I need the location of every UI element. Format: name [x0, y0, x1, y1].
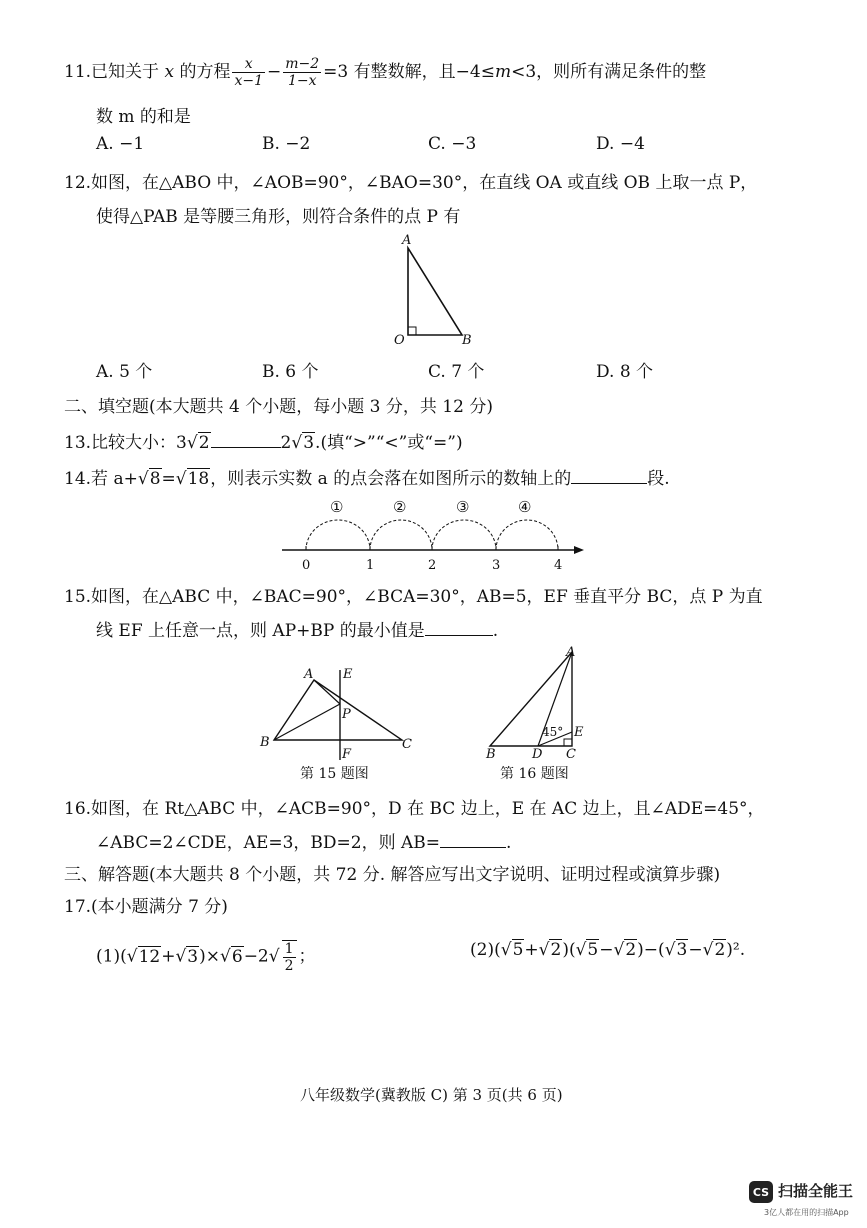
- q15-label-p: P: [342, 707, 351, 722]
- q13-line: 13.比较大小：3√2 2√3.(填“>”“<”或“=”): [64, 433, 463, 453]
- q12-option-b: B. 6 个: [262, 362, 319, 382]
- q11-option-b: B. −2: [262, 134, 311, 154]
- page-footer: 八年级数学(冀教版 C) 第 3 页(共 6 页): [300, 1086, 563, 1104]
- q16-angle-label: 45°: [542, 725, 564, 739]
- q17-part-1: (1)(√12+√3)×√6−2√ $\frac{1}{2}$ ；: [96, 941, 316, 975]
- q14-number: 14.: [64, 469, 92, 489]
- q12-option-a: A. 5 个: [96, 362, 153, 382]
- q11-line2: 数 m 的和是: [96, 107, 191, 127]
- q14-arc-1: [306, 520, 370, 550]
- q14-axis-arrow: [574, 546, 584, 554]
- camscanner-brand-name: 扫描全能王: [778, 1182, 854, 1200]
- q15-line1: 15.如图，在△ABC 中，∠BAC=90°，∠BCA=30°，AB=5，EF 垂直平分 BC，点 P 为直: [64, 587, 763, 607]
- q14-tick-label-2: 2: [428, 558, 437, 573]
- q15-caption: 第 15 题图: [300, 766, 369, 782]
- q15-label-b: B: [260, 735, 270, 750]
- q15-label-f: F: [342, 747, 352, 762]
- q15-label-a: A: [304, 667, 314, 682]
- q14-arc-3: [432, 520, 496, 550]
- q11-option-c: C. −3: [428, 134, 477, 154]
- q16-right-angle-mark: [564, 739, 572, 746]
- camscanner-tagline: 3亿人都在用的扫描App: [764, 1208, 849, 1217]
- q17-number: 17.: [64, 897, 92, 917]
- q14-arc-label-3: ③: [456, 498, 470, 516]
- q11-number: 11.: [64, 62, 92, 83]
- q12-label-a: A: [402, 233, 412, 248]
- q15-label-e: E: [343, 667, 353, 682]
- q15-number: 15.: [64, 587, 92, 607]
- q13-answer-blank: [211, 433, 281, 448]
- q14-arc-2: [370, 520, 432, 550]
- q14-arc-label-4: ④: [518, 498, 532, 516]
- section2-heading: 二、填空题(本大题共 4 个小题，每小题 3 分，共 12 分): [64, 397, 493, 417]
- q17-fraction: $\frac{1}{2}$: [282, 940, 297, 974]
- q16-caption: 第 16 题图: [500, 766, 569, 782]
- q12-line1: 12.如图，在△ABO 中，∠AOB=90°，∠BAO=30°，在直线 OA 或直线 OB 上取一点 P，: [64, 173, 758, 193]
- q16-label-c: C: [566, 747, 576, 762]
- q16-label-a: A: [566, 645, 576, 660]
- q12-label-o: O: [394, 333, 405, 348]
- q16-line1: 16.如图，在 Rt△ABC 中，∠ACB=90°，D 在 BC 边上，E 在 AC 边上，且∠ADE=45°，: [64, 799, 765, 819]
- q17-title: 17.(本小题满分 7 分): [64, 897, 228, 917]
- q14-tick-label-1: 1: [366, 558, 375, 573]
- q15-label-c: C: [402, 737, 412, 752]
- q14-number-line-figure: [278, 494, 598, 574]
- q14-tick-label-4: 4: [554, 558, 563, 573]
- q12-right-angle-mark: [408, 327, 416, 335]
- q11-option-d: D. −4: [596, 134, 645, 154]
- q12-triangle-figure: [390, 230, 480, 350]
- q14-arc-label-1: ①: [330, 498, 344, 516]
- section3-heading: 三、解答题(本大题共 8 个小题，共 72 分. 解答应写出文字说明、证明过程或演算步骤): [64, 865, 721, 885]
- camscanner-logo-icon: CS: [749, 1181, 773, 1203]
- q14-arc-label-2: ②: [393, 498, 407, 516]
- q12-option-c: C. 7 个: [428, 362, 485, 382]
- q15-line2: 线 EF 上任意一点，则 AP+BP 的最小值是 .: [96, 621, 499, 641]
- q14-tick-label-3: 3: [492, 558, 501, 573]
- q12-option-d: D. 8 个: [596, 362, 654, 382]
- q14-tick-label-0: 0: [302, 558, 311, 573]
- q14-answer-blank: [571, 469, 647, 484]
- q16-answer-blank: [440, 833, 506, 848]
- q16-line2: ∠ABC=2∠CDE，AE=3，BD=2，则 AB= .: [96, 833, 512, 853]
- q16-figure: [484, 644, 604, 786]
- q16-label-d: D: [532, 747, 543, 762]
- q14-arc-4: [496, 520, 558, 550]
- q11-option-a: A. −1: [96, 134, 145, 154]
- q15-segment-ap: [314, 680, 340, 704]
- q15-triangle: [274, 680, 402, 740]
- q12-label-b: B: [462, 333, 472, 348]
- q12-line2: 使得△PAB 是等腰三角形，则符合条件的点 P 有: [96, 207, 461, 227]
- q11-fraction-1: $\frac{x}{x-1}$: [234, 56, 263, 90]
- q17-part-2: (2)(√5+√2)(√5−√2)−(√3−√2)².: [470, 940, 746, 960]
- q14-line: 14.若 a+√8=√18，则表示实数 a 的点会落在如图所示的数轴上的 段.: [64, 469, 670, 489]
- q16-label-e: E: [574, 725, 584, 740]
- q15-segment-bp: [274, 704, 340, 740]
- q15-figure: [256, 664, 426, 786]
- q13-number: 13.: [64, 433, 92, 453]
- q11-fraction-2: $\frac{m-2}{1-x}$: [285, 56, 320, 90]
- q16-label-b: B: [486, 747, 496, 762]
- q11-line1: 11.已知关于 x 的方程 $\frac{x}{x-1}$ − $\frac{m-2}{1-x}$ =3 有整数解，且−4≤m<3，则所有满足条件的整: [64, 56, 707, 90]
- q15-answer-blank: [425, 621, 493, 636]
- q12-number: 12.: [64, 173, 92, 193]
- q16-number: 16.: [64, 799, 92, 819]
- q12-triangle: [408, 248, 462, 335]
